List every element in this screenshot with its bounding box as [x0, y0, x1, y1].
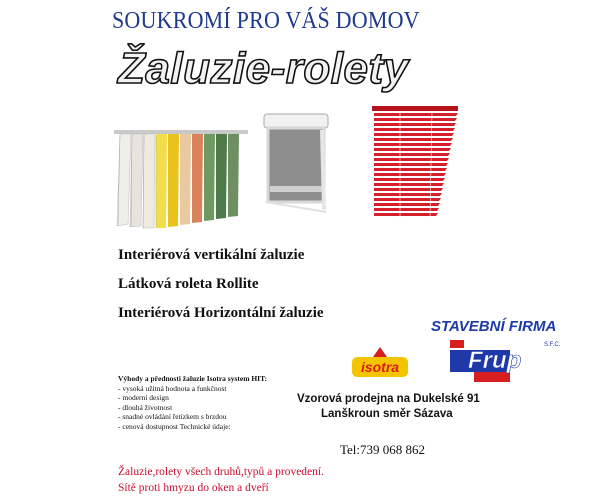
frup-tag: S.F.C.	[544, 342, 561, 348]
product-vertical-blinds: Interiérová vertikální žaluzie	[118, 247, 305, 263]
showroom-address	[297, 392, 480, 422]
horizontal-blind-slats	[374, 113, 458, 216]
horizontal-blinds-image	[370, 104, 462, 226]
product-horizontal-blinds: Interiérová Horizontální žaluzie	[118, 305, 324, 321]
roller-blind-image	[262, 112, 342, 220]
advantage-item: - cenová dostupnost Technické údaje:	[118, 421, 231, 431]
product-roller-blind: Látková roleta Rollite	[118, 276, 259, 292]
page-title: Žaluzie-rolety	[118, 44, 409, 93]
phone-number: Tel:739 068 862	[340, 442, 426, 457]
address-line: Lanškroun směr Sázava	[321, 408, 453, 420]
advantage-item: - dlouhá životnost	[118, 402, 173, 412]
isotra-logo-text: isotra	[360, 359, 400, 375]
footer-line: Žaluzie,rolety všech druhů,typů a provedení.	[118, 466, 324, 478]
frup-logo-text: Frup	[468, 347, 522, 374]
vertical-blind-slats	[117, 134, 239, 228]
firm-heading: STAVEBNÍ FIRMA	[431, 318, 557, 335]
advantage-item: - vysoká užitná hodnota a funkčnost	[118, 383, 227, 393]
advantage-item: - snadné ovládání řetízkem s brzdou	[118, 412, 227, 422]
headline: SOUKROMÍ PRO VÁŠ DOMOV	[112, 6, 420, 34]
advantages-list	[118, 374, 267, 432]
advantage-item: - moderní design	[118, 393, 169, 403]
isotra-logo	[349, 345, 411, 381]
frup-logo	[440, 336, 570, 388]
address-line: Vzorová prodejna na Dukelské 91	[297, 393, 480, 405]
footer-line: Sítě proti hmyzu do oken a dveří	[118, 482, 269, 494]
vertical-blinds-image	[114, 124, 248, 236]
advantages-title: Výhody a přednosti žaluzie Isotra system HIT:	[118, 374, 268, 383]
